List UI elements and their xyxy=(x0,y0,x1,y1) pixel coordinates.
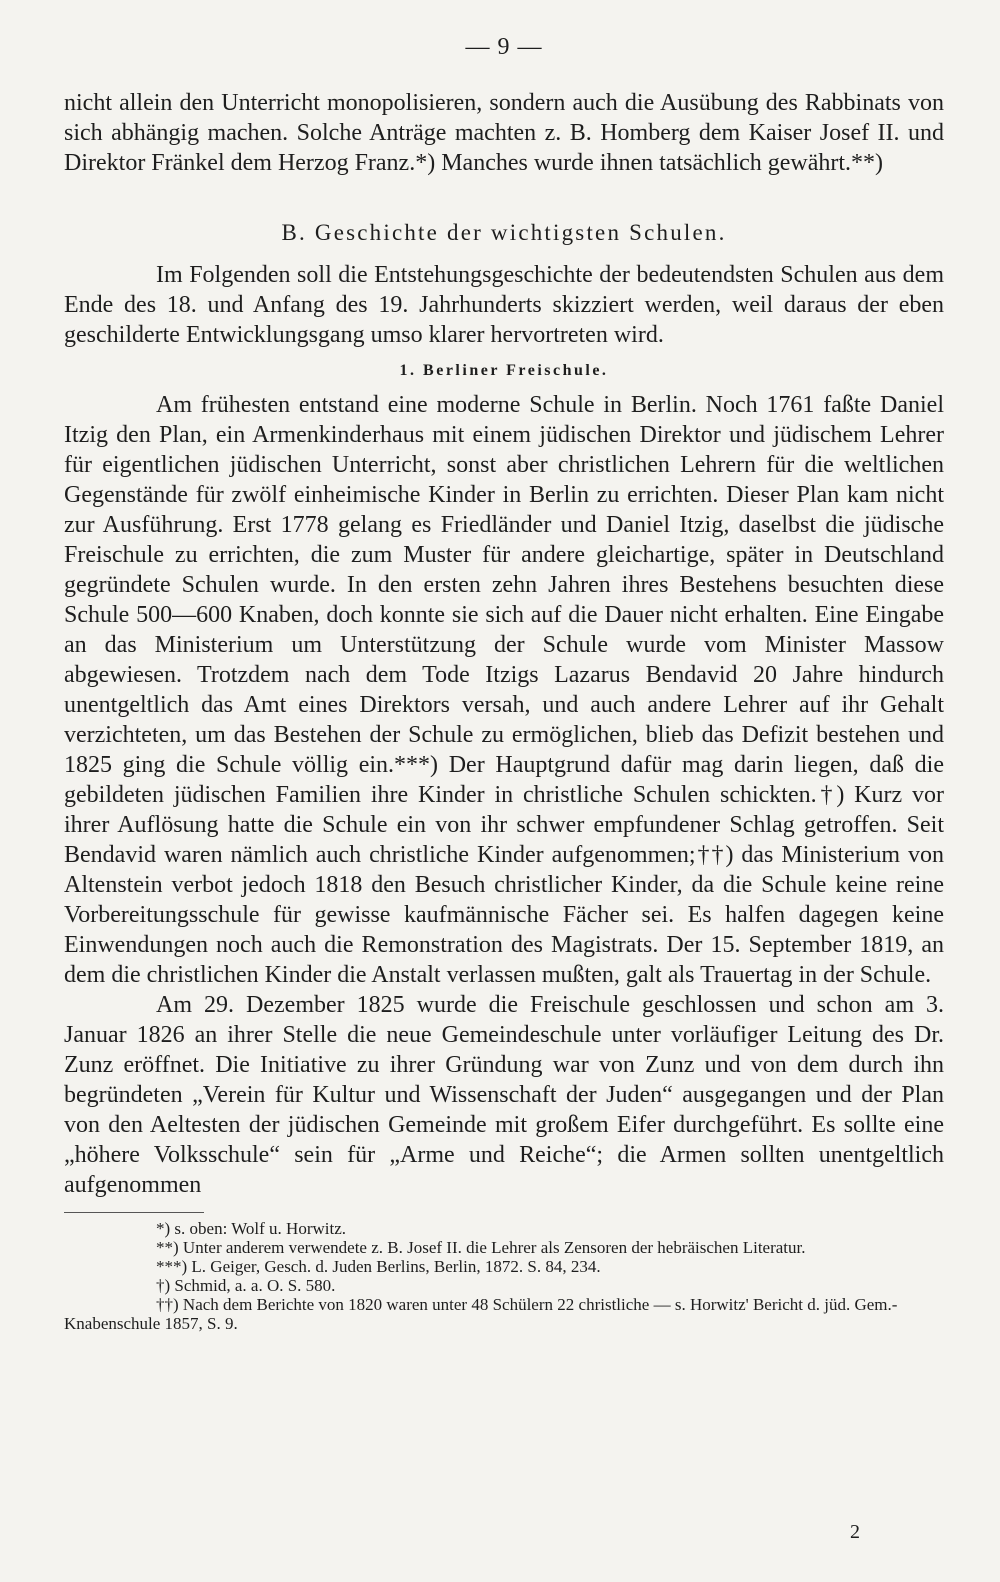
footnotes xyxy=(64,1219,944,1333)
paragraph: Am 29. Dezember 1825 wurde die Freischule geschlossen und schon am 3. Januar 1826 an ihrer Stelle die neue Gemeindeschule unter vorläufiger Leitung des Dr. Zunz eröffnet. Die Initiative zu ihrer Gründung war von Zunz und von dem durch ihn begründeten „Verein für Kultur und Wissenschaft der Juden“ ausgegangen und der Plan von den Aeltesten der jüdischen Gemeinde mit großem Eifer durchgeführt. Es sollte eine „höhere Volksschule“ sein für „Arme und Reiche“; die Armen sollten unentgeltlich aufgenommen xyxy=(64,992,944,1198)
paragraph: Im Folgenden soll die Entstehungsgeschichte der bedeutendsten Schulen aus dem Ende des 18. und Anfang des 19. Jahrhunderts skizziert werden, weil daraus der eben geschilderte Entwicklungsgang umso klarer hervortreten wird. xyxy=(64,262,944,348)
page-number: — 9 — xyxy=(465,34,543,60)
document-page xyxy=(64,30,944,1333)
main-text xyxy=(64,88,944,1200)
footnote: **) Unter anderem verwendete z. B. Josef II. die Lehrer als Zensoren der hebräischen Literatur. xyxy=(156,1238,806,1257)
footnote: *) s. oben: Wolf u. Horwitz. xyxy=(156,1219,347,1238)
paragraph: nicht allein den Unterricht monopolisieren, sondern auch die Ausübung des Rabbinats von sich abhängig machen. Solche Anträge machten z. B. Homberg dem Kaiser Josef II. und Direktor Fränkel dem Herzog Franz.*) Manches wurde ihnen tatsächlich gewährt.**) xyxy=(64,90,944,176)
section-heading: B. Geschichte der wichtigsten Schulen. xyxy=(281,220,727,245)
paragraph: Am frühesten entstand eine moderne Schule in Berlin. Noch 1761 faßte Daniel Itzig den Plan, ein Armenkinderhaus mit einem jüdischen Direktor und jüdischem Lehrer für eigentlichen jüdischen Unterricht, sonst aber christlichen Lehrern für die weltlichen Gegenstände für zwölf einheimische Kinder in Berlin zu errichten. Dieser Plan kam nicht zur Ausführung. Erst 1778 gelang es Friedländer und Daniel Itzig, daselbst die jüdische Freischule zu errichten, die zum Muster für andere gleichartige, später in Deutschland gegründete Schulen wurde. In den ersten zehn Jahren ihres Bestehens besuchten diese Schule 500—600 Knaben, doch konnte sie sich auf die Dauer nicht erhalten. Eine Eingabe an das Ministerium um Unterstützung der Schule wurde vom Minister Massow abgewiesen. Trotzdem nach dem Tode Itzigs Lazarus Bendavid 20 Jahre hindurch unentgeltlich das Amt eines Direktors versah, und auch andere Lehrer auf ihr Gehalt verzichteten, um das Bestehen der Schule zu ermöglichen, blieb das Defizit bestehen und 1825 ging die Schule völlig ein.***) Der Hauptgrund dafür mag darin liegen, daß die gebildeten jüdischen Familien ihre Kinder in christliche Schulen schickten.†) Kurz vor ihrer Auflösung hatte die Schule ein von ihr schwer empfundener Schlag getroffen. Seit Bendavid waren nämlich auch christliche Kinder aufgenommen;††) das Ministerium von Altenstein verbot jedoch 1818 den Besuch christlicher Kinder, da die Schule keine reine Vorbereitungsschule für gewisse kaufmännische Fächer sei. Es halfen dagegen keine Einwendungen noch auch die Remonstration des Magistrats. Der 15. September 1819, an dem die christlichen Kinder die Anstalt verlassen mußten, galt als Trauertag in der Schule. xyxy=(64,392,944,988)
signature-mark: 2 xyxy=(850,1521,860,1543)
footnote: ***) L. Geiger, Gesch. d. Juden Berlins, Berlin, 1872. S. 84, 234. xyxy=(156,1257,601,1276)
subsection-heading: 1. Berliner Freischule. xyxy=(399,362,609,379)
footnote: ††) Nach dem Berichte von 1820 waren unter 48 Schülern 22 christliche — s. Horwitz' Bericht d. jüd. Gem.-Knabenschule 1857, S. 9. xyxy=(64,1295,898,1333)
footnote: †) Schmid, a. a. O. S. 580. xyxy=(156,1276,336,1295)
footnote-divider xyxy=(64,1212,204,1213)
